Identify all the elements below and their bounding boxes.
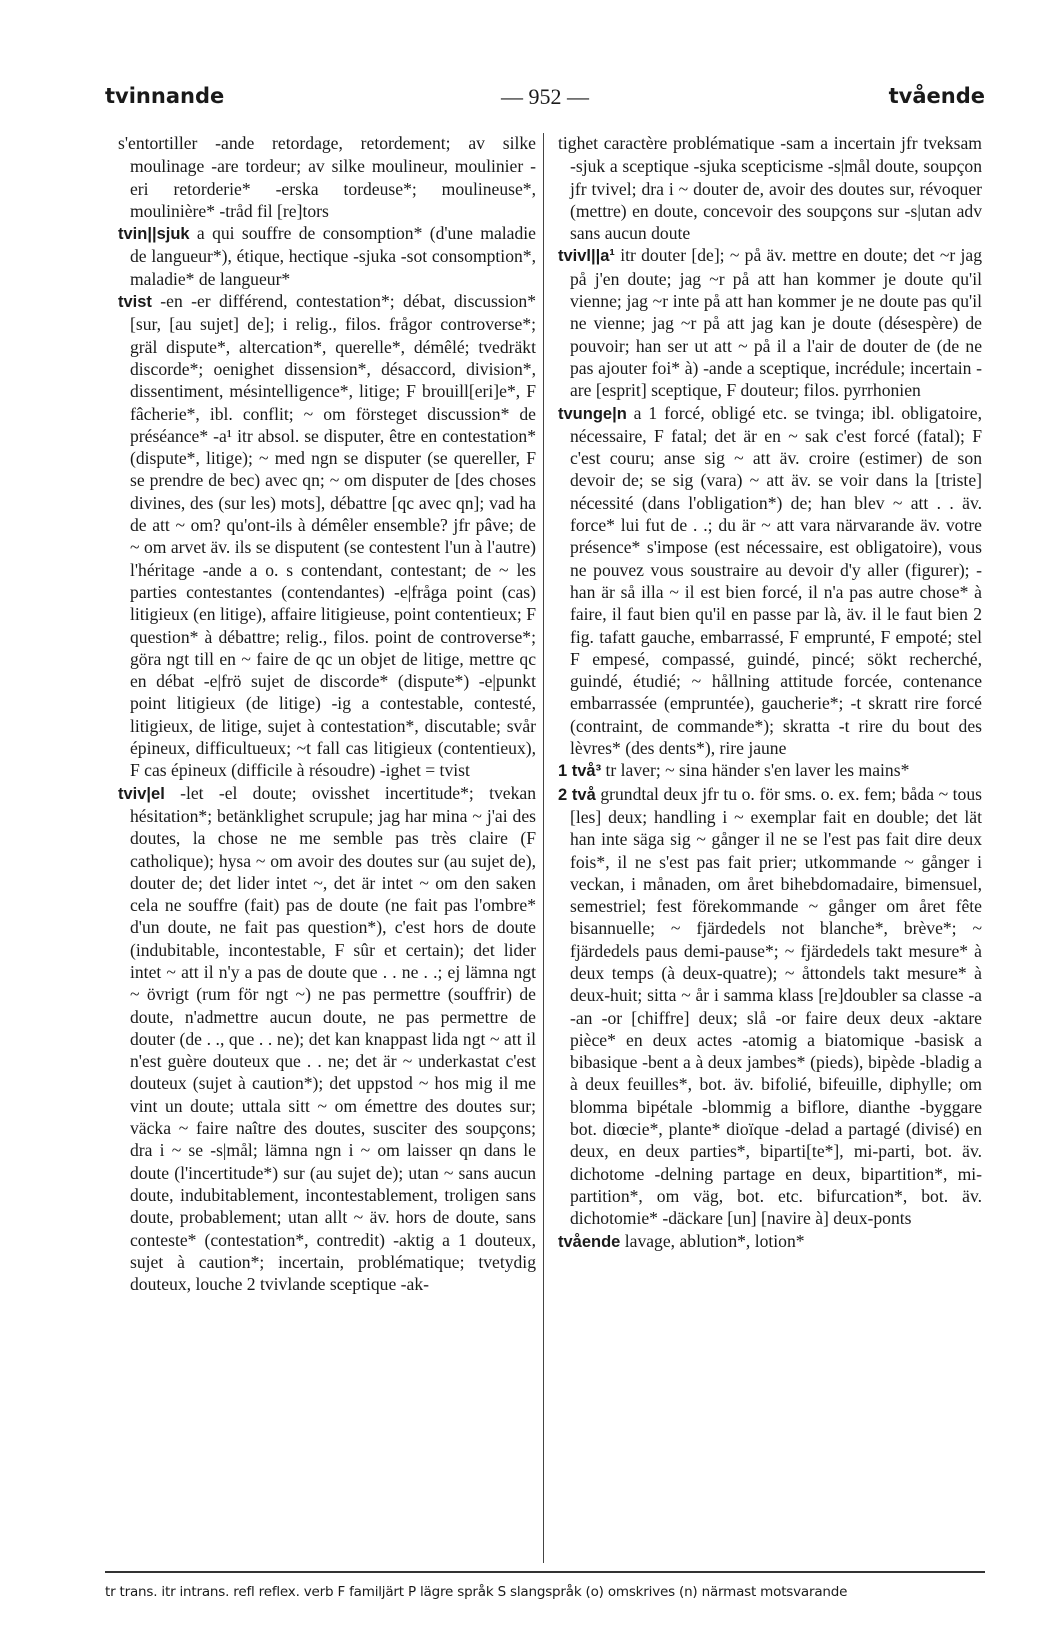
footer-rule: [105, 1571, 985, 1573]
entry: [118, 132, 536, 222]
entry-headword: tviv|el: [118, 784, 165, 803]
entry-text: -let -el doute; ovisshet incertitude*; tvekan hésitation*; betänklighet scrupule; jag har mina ~ j'ai des doutes, la chose ne me semble pas très claire (F catholique); hysa ~ om avoir des doutes sur (au sujet de), douter de; det lider intet ~, det är intet ~ om den saken cela ne souffre (fait) pas de doute (ne fait pas l'ombre* d'un doute, ne fait pas question*), c'est hors de doute (indubitable, incontestable, F sûr et certain); det lider intet ~ att il n'y a pas de doute que . . ne . .; ej lämna ngt ~ övrigt (rum för ngt ~) ne pas permettre (souffrir) de doute, n'admettre aucun doute, ne pas permettre de douter (de . ., que . . ne); det kan knappast lida ngt ~ att il n'est guère douteux que . . ne; det är ~ underkastat c'est douteux (sujet à caution*); det uppstod ~ hos mig il me vint un doute; uttala sitt ~ om émettre des doutes sur; väcka ~ faire naître des doutes, susciter des soupçons; dra i ~ se -s|mål; lämna ngn i ~ om laisser qn dans le doute (l'incertitude*) sur (au sujet de); utan ~ sans aucun doute, indubitablement, incontestablement, troligen sans doute, probablement; utan allt ~ äv. hors de doute, sans conteste* (contestation*, contredit) -aktig a 1 douteux, sujet à caution*; incertain, problématique; tvetydig douteux, louche 2 tvivlande sceptique -ak-: [130, 782, 536, 1295]
entry: [558, 783, 982, 1230]
entry-headword: tvin||sjuk: [118, 225, 190, 244]
entry-text: a 1 forcé, obligé etc. se tvinga; ibl. obligatoire, nécessaire, F fatal; det är en ~ sak c'est forcé (fatal); F c'est couru; anse sig ~ att äv. croire (estimer) de son devoir de; se sig (vara) ~ att äv. se voir dans la [triste] nécessité (dans l'obligation*) de; han blev ~ att . . äv. force* lui fut de . .; du är ~ att vara närvarande äv. votre présence* s'impose (est nécessaire, est obligatoire), vous ne pouvez vous soustraire au devoir d'y aller (figurer); -han är så illa ~ il est bien forcé, il n'a pas autre chose* à faire, il faut bien qu'il en passe par là, äv. il le faut bien 2 fig. tafatt gauche, embarrassé, F emprunté, F empoté; stel F empesé, compassé, guindé, pincé; sökt recherché, guindé, étudié; ~ hållning attitude forcée, contenance embarrassée (empruntée), gaucherie*; -t skratt rire forcé (contraint, de commande*); skratta -t rire du bout des lèvres* (des dents*), rire jaune: [570, 402, 982, 759]
entry: [118, 290, 536, 782]
entry-headword: 1 två³: [558, 762, 602, 781]
entry: [558, 244, 982, 401]
entry-text: lavage, ablution*, lotion*: [620, 1230, 805, 1251]
entry-headword: tvivl||a¹: [558, 247, 615, 266]
entry-headword: 2 två: [558, 785, 596, 804]
entry-text: a qui souffre de consomption* (d'une maladie de langueur*), étique, hectique -sjuka -sot consomption*, maladie* de langueur*: [130, 223, 536, 289]
left-column: [118, 132, 536, 1295]
entry: [558, 132, 982, 244]
entry-text: grundtal deux jfr tu o. för sms. o. ex. fem; båda ~ tous [les] deux; handling i ~ exemplar fait en double; det lät han inte säga sig ~ gånger il ne se l'est pas fait dire deux fois*, il ne s'est pas fait prier; utkommande ~ gånger i veckan, i månaden, om året bihebdomadaire, bimensuel, semestriel; fest förekommande ~ gånger om året fête bisannuelle; ~ fjärdedels not blanche*, brève*; ~ fjärdedels paus demi-pause*; ~ fjärdedels takt mesure* à deux temps (à deux-quatre); ~ åttondels takt mesure* à deux-huit; sitta ~ år i samma klass [re]doubler sa classe -a -an -or [chiffre] deux; slå -or faire deux deux -aktare pièce* en deux actes -atomig a biatomique -basisk a bibasique -bent a à deux jambes* (pieds), bipède -bladig a à deux feuilles*, bot. äv. bifolié, bifeuille, diphylle; om blomma bipétale -blommig a biflore, dianthe -byggare bot. diœcie*, plante* dioïque -delad a partagé (divisé) en deux, en deux parties*, biparti[te*], mi-parti, bot. äv. dichotome -delning partage en deux, bipartition*, mi-partition*, om väg, bot. etc. bifurcation*, bot. äv. dichotomie* -däckare [un] [navire à] deux-ponts: [570, 783, 982, 1229]
right-column: [558, 132, 982, 1253]
entry-text: -en -er différend, contestation*; débat, discussion* [sur, [au sujet] de]; i relig., filos. frågor controverse*; gräl dispute*, altercation*, querelle*, démêlé; tvedräkt discorde*; oenighet dissension*, désaccord, division*, dissentiment, mésintelligence*, litige; F brouill[eri]e*, F fâcherie*, ibl. conflit; ~ om försteget discussion* de préséance* -a¹ itr absol. se disputer, être en contestation* (dispute*, litige); ~ med ngn se disputer (se quereller, F se prendre de bec) avec qn; ~ om disputer de [des choses divines, des (sur les) mots], débattre [qc avec qn]; vad ha de att ~ om? qu'ont-ils à démêler ensemble? jfr pâve; de ~ om arvet äv. ils se disputent (se contestent l'un à l'autre) l'héritage -ande a o. s contendant, contestant; de ~ les parties contestantes (contendantes) -e|fråga point (cas) litigieux (en litige), affaire litigieuse, point contentieux; F question* à débattre; relig., filos. point de controverse*; göra ngt till en ~ faire de qc un objet de litige, mettre qc en débat -e|frö sujet de discorde* (dispute*) -e|punkt point litigieux (de litige) -ig a contestable, contesté, litigieux, de litige, sujet à contestation*, discutable; svår épineux, difficultueux; ~t fall cas litigieux (contentieux), F cas épineux (difficile à résoudre) -ighet = tvist: [130, 291, 536, 781]
entry-headword: tvunge|n: [558, 404, 627, 423]
right-guide-word: tvående: [888, 84, 985, 108]
left-guide-word: tvinnande: [105, 84, 225, 108]
page-header: [105, 84, 985, 116]
entry-headword: tvist: [118, 293, 152, 312]
entry: [558, 402, 982, 760]
entry-text: s'entortiller -ande retordage, retordement; av silke moulinage -are tordeur; av silke moulineur, moulinier -eri retorderie* -erska tordeuse*; moulineuse*, moulinière* -tråd fil [re]tors: [118, 133, 536, 221]
entry-text: itr douter [de]; ~ på äv. mettre en doute; det ~r jag på j'en doute; jag ~r på att han kommer je doute qu'il vienne; jag ~r inte på att han kommer je ne doute pas qu'il ne vienne; jag ~r på att jag kan je doute (désespère) de pouvoir; han ser ut att ~ på il a l'air de douter de (de ne pas ajouter foi* à) -ande a sceptique, incrédule; incertain -are [esprit] sceptique, F douteur; filos. pyrrhonien: [570, 245, 982, 401]
entry: [118, 222, 536, 290]
entry-text: tr laver; ~ sina händer s'en laver les mains*: [601, 760, 910, 781]
entry: [558, 1230, 982, 1253]
column-divider: [543, 133, 544, 1563]
entry: [558, 759, 982, 782]
entry-headword: tvående: [558, 1232, 621, 1251]
entry: [118, 782, 536, 1296]
entry-text: tighet caractère problématique -sam a incertain jfr tveksam -sjuk a sceptique -sjuka scepticisme -s|mål doute, soupçon jfr tvivel; dra i ~ douter de, avoir des doutes sur, révoquer (mettre) en doute, concevoir des soupçons sur -s|utan adv sans aucun doute: [558, 133, 982, 244]
page-number: — 952 —: [501, 84, 589, 109]
abbreviation-legend: tr trans. itr intrans. refl reflex. verb F familjärt P lägre språk S slangspråk (o) omskrives (n) närmast motsvarande: [105, 1584, 848, 1600]
